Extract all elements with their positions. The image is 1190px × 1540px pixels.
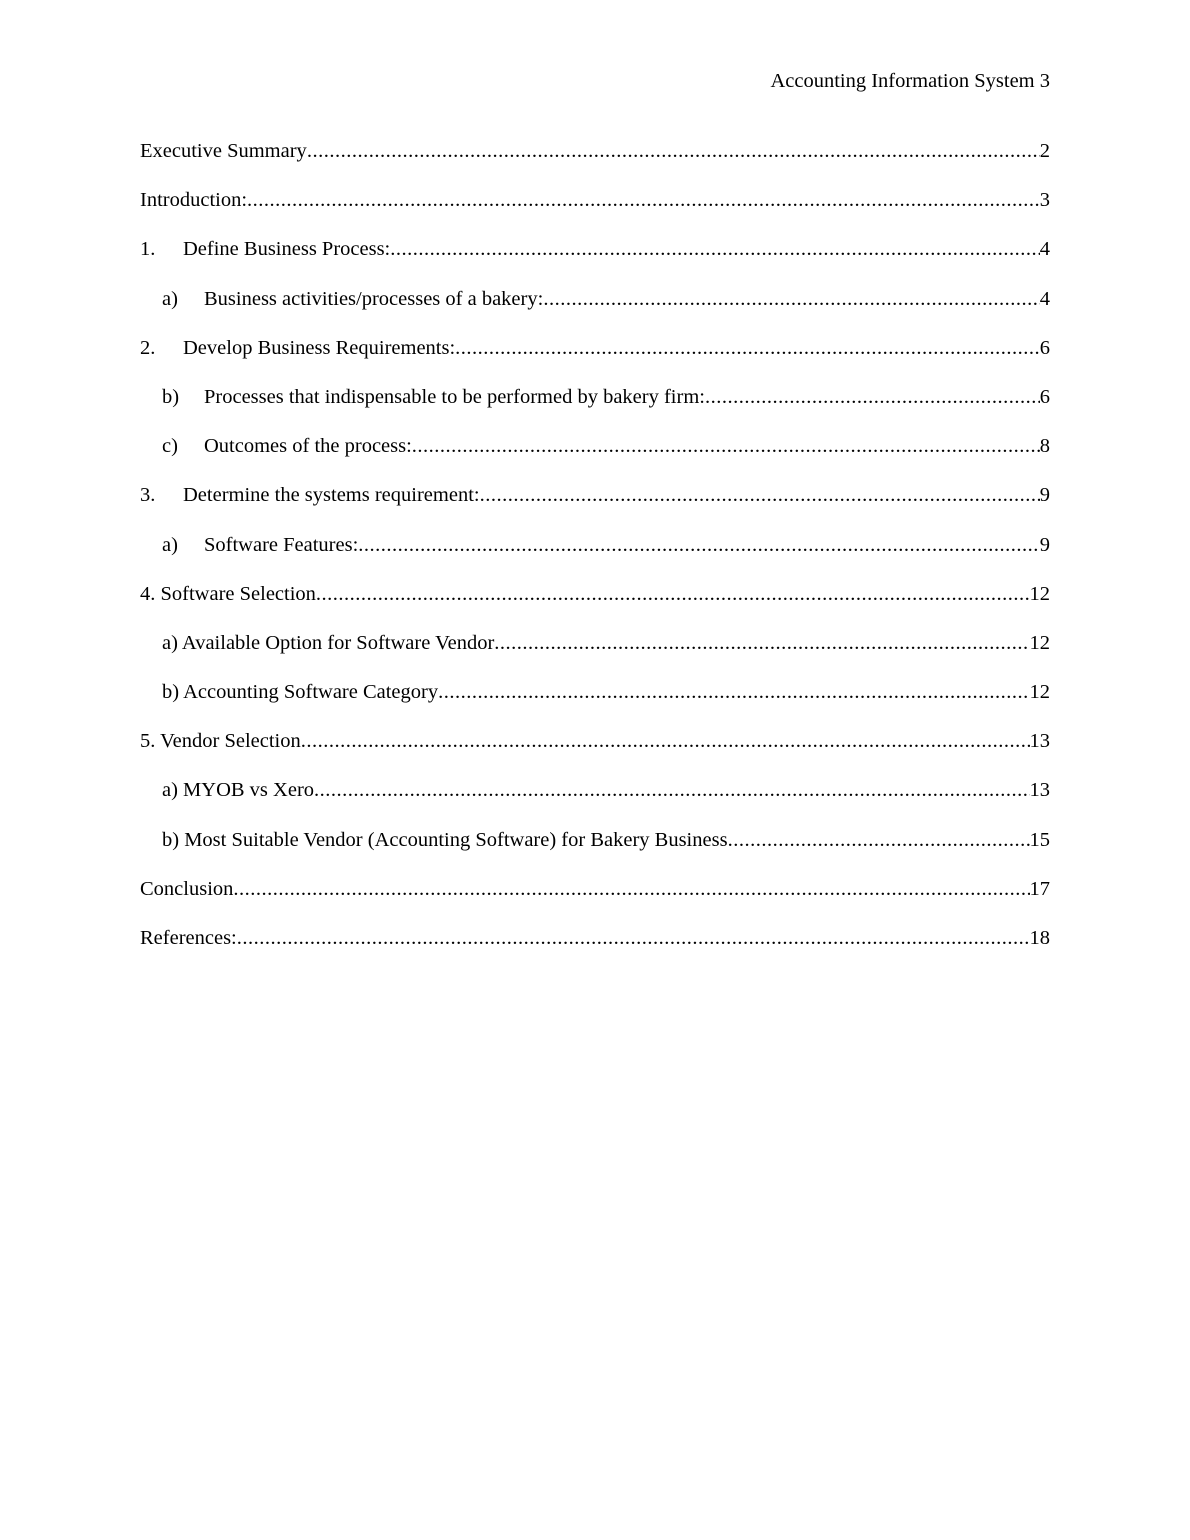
toc-entry[interactable] <box>140 534 1050 583</box>
toc-entry-page-number: 17 <box>1029 877 1050 900</box>
running-header: Accounting Information System 3 <box>770 70 1050 92</box>
toc-entry[interactable] <box>140 730 1050 779</box>
toc-entry-title: References: <box>140 927 237 949</box>
toc-entry[interactable] <box>140 927 1050 976</box>
dot-leader <box>247 189 1040 212</box>
toc-entry-page-number: 4 <box>1039 238 1050 261</box>
dot-leader <box>233 878 1029 901</box>
dot-leader <box>494 632 1029 655</box>
dot-leader <box>314 779 1029 802</box>
toc-entry[interactable] <box>140 878 1050 927</box>
table-of-contents <box>140 140 1050 976</box>
dot-leader <box>358 534 1039 557</box>
dot-leader <box>301 730 1030 753</box>
dot-leader <box>390 238 1039 261</box>
toc-entry-number: 3. <box>140 484 156 507</box>
toc-entry-title: 4. Software Selection <box>140 582 316 605</box>
toc-entry[interactable] <box>140 829 1050 878</box>
toc-entry-title: Executive Summary <box>140 140 307 162</box>
toc-entry-page-number: 12 <box>1029 631 1050 654</box>
toc-entry[interactable] <box>140 779 1050 828</box>
toc-entry[interactable] <box>140 238 1050 287</box>
toc-entry-number: c) <box>162 435 178 458</box>
toc-entry-title: 5. Vendor Selection <box>140 730 301 753</box>
toc-entry-page-number: 9 <box>1039 484 1050 507</box>
toc-entry[interactable] <box>140 288 1050 337</box>
toc-entry[interactable] <box>140 632 1050 681</box>
toc-entry-number: a) <box>162 287 178 310</box>
dot-leader <box>728 829 1030 852</box>
dot-leader <box>480 484 1040 507</box>
toc-entry-page-number: 6 <box>1039 385 1050 408</box>
toc-entry-title: Processes that indispensable to be performed by bakery firm: <box>204 385 705 408</box>
toc-entry-page-number: 13 <box>1029 779 1050 802</box>
dot-leader <box>455 337 1040 360</box>
toc-entry-title: b) Most Suitable Vendor (Accounting Software) for Bakery Business <box>162 828 728 851</box>
toc-entry[interactable] <box>140 386 1050 435</box>
toc-entry-title: Business activities/processes of a bakery: <box>204 287 544 310</box>
toc-entry-title: Software Features: <box>204 533 359 556</box>
toc-entry-title: a) MYOB vs Xero <box>162 779 315 802</box>
dot-leader <box>412 435 1040 458</box>
dot-leader <box>316 583 1030 606</box>
toc-entry-number: a) <box>162 533 178 556</box>
toc-entry-page-number: 9 <box>1039 533 1050 556</box>
toc-entry[interactable] <box>140 435 1050 484</box>
toc-entry[interactable] <box>140 484 1050 533</box>
dot-leader <box>438 681 1029 704</box>
toc-entry[interactable] <box>140 337 1050 386</box>
toc-entry-title: b) Accounting Software Category <box>162 681 439 704</box>
toc-entry-title: Determine the systems requirement: <box>183 484 480 507</box>
toc-entry-number: 2. <box>140 336 156 359</box>
toc-entry-page-number: 4 <box>1039 287 1050 310</box>
dot-leader <box>543 288 1039 311</box>
toc-entry-page-number: 12 <box>1029 681 1050 704</box>
toc-entry-number: 1. <box>140 238 156 261</box>
toc-entry-page-number: 12 <box>1029 582 1050 605</box>
toc-entry-page-number: 2 <box>1039 140 1050 162</box>
toc-entry-title: Conclusion <box>140 877 234 900</box>
toc-entry-page-number: 6 <box>1039 336 1050 359</box>
toc-entry-title: Outcomes of the process: <box>204 435 412 458</box>
toc-entry-page-number: 18 <box>1029 927 1050 949</box>
toc-entry-title: Develop Business Requirements: <box>183 336 456 359</box>
toc-entry[interactable] <box>140 189 1050 238</box>
toc-entry[interactable] <box>140 140 1050 189</box>
dot-leader <box>307 140 1040 163</box>
toc-entry-page-number: 3 <box>1039 189 1050 212</box>
dot-leader <box>237 927 1030 950</box>
toc-entry-number: b) <box>162 385 180 408</box>
toc-entry-title: a) Available Option for Software Vendor <box>162 631 495 654</box>
toc-entry-page-number: 8 <box>1039 435 1050 458</box>
toc-entry[interactable] <box>140 583 1050 632</box>
toc-entry-page-number: 13 <box>1029 730 1050 753</box>
toc-entry-title: Introduction: <box>140 189 248 212</box>
dot-leader <box>705 386 1040 409</box>
toc-entry-page-number: 15 <box>1029 828 1050 851</box>
toc-entry-title: Define Business Process: <box>183 238 391 261</box>
toc-entry[interactable] <box>140 681 1050 730</box>
